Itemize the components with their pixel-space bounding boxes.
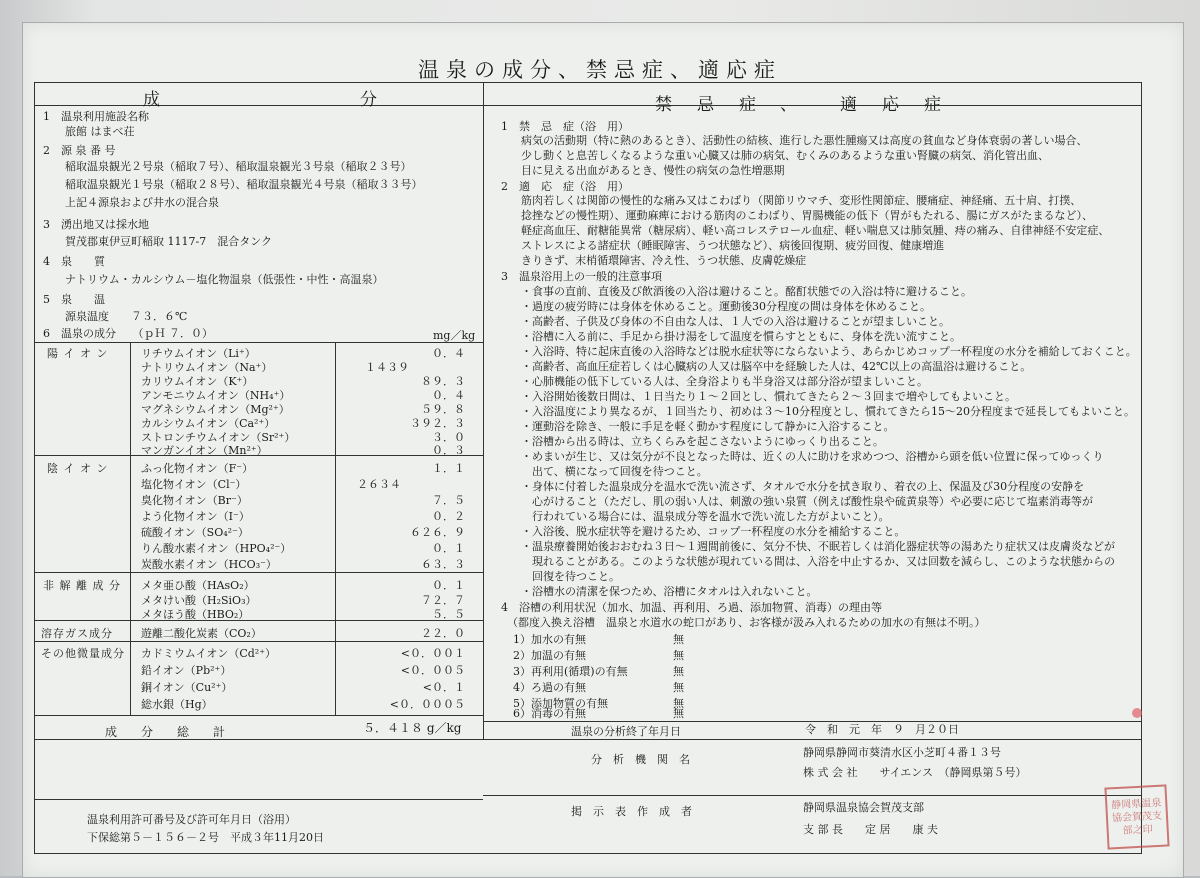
ion-value: ６３．３ [421, 558, 465, 571]
ion-name: ナトリウムイオン（Na⁺） [141, 361, 273, 374]
ion-name: 炭酸水素イオン（HCO₃⁻） [141, 558, 277, 571]
precaution-line: ・入浴温度により異なるが、１回当たり、初めは３～10分程度とし、慣れてきたら15～20分程度まで延長してもよいこと。 [521, 405, 1135, 418]
total-value: ５．４１８ g／kg [363, 721, 462, 735]
ion-value: ５９．８ [421, 403, 465, 416]
ion-value: <０．００１ [400, 647, 465, 660]
contraindication-line: 目に見える出血があるとき、慢性の病気の急性増悪期 [521, 164, 785, 177]
ion-name: よう化物イオン（I⁻） [141, 510, 250, 523]
right-header-a: 禁 忌 症 [655, 95, 760, 115]
analysis-org-name: 株 式 会 社 サイエンス （静岡県第５号） [803, 766, 1027, 779]
usage-item: 1）加水の有無 [513, 633, 586, 646]
precaution-line: ・入浴時、特に起床直後の入浴時などは脱水症状等にならないよう、あらかじめコップ一杯程度の水分を補給しておくこと。 [521, 345, 1137, 358]
source-number-label: 2 源 泉 番 号 [43, 144, 116, 157]
right-header-b: 、 [780, 95, 801, 115]
indication-line: 捻挫などの慢性期）、運動麻痺における筋肉のこわばり、胃腸機能の低下（胃がもたれる、腸にガスがたまるなど）、 [521, 209, 1093, 222]
ion-value: ０．１ [432, 579, 465, 592]
page-title: 温泉の成分、禁忌症、適応症 [418, 58, 782, 82]
ion-value: ３．０ [432, 431, 465, 444]
precaution-line: ・浴槽から出る時は、立ちくらみを起こさないようにゆっくり出ること。 [521, 435, 884, 448]
precaution-line: ・心肺機能の低下している人は、全身浴よりも半身浴又は部分浴が望ましいこと。 [521, 375, 928, 388]
ion-name: 臭化物イオン（Br⁻） [141, 494, 248, 507]
spring-type-label: 4 泉 質 [43, 255, 105, 268]
components-label: 6 温泉の成分 （ｐＨ ７．０） [43, 327, 213, 340]
ion-name: カルシウムイオン（Ca²⁺） [141, 417, 276, 430]
precaution-line: 心がけること（ただし、肌の弱い人は、刺激の強い泉質（例えば酸性泉や硫黄泉等）や必要に応じて塩素消毒等が [521, 495, 1093, 508]
source-number-line: 稲取温泉観光１号泉（稲取２８号）、稲取温泉観光４号泉（稲取３３号） [65, 178, 423, 191]
usage-item: 4）ろ過の有無 [513, 681, 586, 694]
precaution-line: ・身体に付着した温泉成分を温水で洗い流さず、タオルで水分を拭き取り、着衣の上、保温及び30分程度の安静を [521, 480, 1085, 493]
location-label: 3 湧出地又は採水地 [43, 218, 149, 231]
ion-value: １４３９ [365, 361, 409, 374]
permit-label: 温泉利用許可番号及び許可年月日（浴用） [87, 813, 296, 826]
ion-value: ２６３４ [357, 478, 401, 491]
spring-type-value: ナトリウム・カルシウム－塩化物温泉（低張性・中性・高温泉） [65, 273, 384, 286]
usage-value: 無 [673, 633, 684, 646]
usage-item: 5）添加物質の有無 [513, 697, 608, 710]
red-mark [1132, 708, 1142, 718]
right-header-c: 適 応 症 [840, 95, 945, 115]
author-label: 掲 示 表 作 成 者 [571, 805, 692, 818]
ion-name: カリウムイオン（K⁺） [141, 375, 254, 388]
ion-name: カドミウムイオン（Cd²⁺） [141, 647, 277, 660]
precaution-line: ・食事の直前、直後及び飲酒後の入浴は避けること。酩酊状態での入浴は特に避けること。 [521, 285, 972, 298]
ion-name: 鉛イオン（Pb²⁺） [141, 664, 232, 677]
usage-value: 無 [673, 697, 684, 710]
ion-value: ５．５ [432, 608, 465, 621]
precaution-line: 現れることがある。このような状態が現れている間は、入浴を中止するか、又は回数を減らし、このような状態からの [521, 555, 1115, 568]
cation-category: 陽 イ オ ン [47, 347, 109, 360]
total-label: 成 分 総 計 [105, 725, 226, 739]
analysis-org-address: 静岡県静岡市葵清水区小芝町４番１３号 [803, 746, 1001, 759]
precaution-line: ・浴槽水の清潔を保つため、浴槽にタオルは入れないこと。 [521, 585, 818, 598]
precaution-line: ・入浴後、脱水症状等を避けるため、コップ一杯程度の水分を補給すること。 [521, 525, 906, 538]
indication-line: 筋肉若しくは関節の慢性的な痛み又はこわばり（関節リウマチ、変形性関節症、腰痛症、神経痛、五十肩、打撲、 [521, 194, 1082, 207]
ion-value: ７２．７ [421, 594, 465, 607]
ion-value: ２２．０ [421, 627, 465, 640]
facility-label: 1 温泉利用施設名称 [43, 110, 149, 123]
precaution-line: ・高齢者、子供及び身体の不自由な人は、１人での入浴は避けることが望ましいこと。 [521, 315, 950, 328]
contraindication-label: 1 禁 忌 症（浴 用） [501, 120, 629, 133]
official-seal: 静岡県温泉協会賀茂支部之印 [1104, 784, 1169, 849]
usage-value: 無 [673, 649, 684, 662]
ion-name: リチウムイオン（Li⁺） [141, 347, 256, 360]
ion-value: ０．２ [432, 510, 465, 523]
ion-value: <０．１ [422, 681, 465, 694]
ion-name: りん酸水素イオン（HPO₄²⁻） [141, 542, 292, 555]
unit-label: mg／kg [433, 329, 476, 342]
non-ionic-category: 非 解 離 成 分 [43, 579, 121, 592]
precaution-line: ・運動浴を除き、一般に手足を軽く動かす程度にして静かに入浴すること。 [521, 420, 895, 433]
ion-name: マンガンイオン（Mn²⁺） [141, 444, 268, 457]
ion-value: ８９．３ [421, 375, 465, 388]
precaution-line: 出て、横になって回復を待つこと。 [521, 465, 708, 478]
precaution-line: ・入浴開始後数日間は、１日当たり１～２回とし、慣れてきたら２～３回まで増やしてもよいこと。 [521, 390, 1016, 403]
spa-analysis-table [34, 82, 1142, 854]
ion-value: １．１ [432, 462, 465, 475]
ion-name: メタほう酸（HBO₂） [141, 608, 250, 621]
analysis-org-label: 分 析 機 関 名 [591, 753, 690, 766]
ion-value: ０．４ [432, 347, 465, 360]
indication-line: ストレスによる諸症状（睡眠障害、うつ状態など）、病後回復期、疲労回復、健康増進 [521, 239, 945, 252]
usage-item: 2）加温の有無 [513, 649, 586, 662]
ion-name: アンモニウムイオン（NH₄⁺） [141, 389, 291, 402]
ion-value: ０．３ [432, 444, 465, 457]
author-organization: 静岡県温泉協会賀茂支部 [803, 801, 924, 814]
left-header-b: 分 [360, 90, 381, 110]
ion-name: マグネシウムイオン（Mg²⁺） [141, 403, 290, 416]
ion-name: メタ亜ひ酸（HAsO₂） [141, 579, 255, 592]
trace-category: その他微量成分 [41, 647, 125, 660]
ion-name: 銅イオン（Cu²⁺） [141, 681, 233, 694]
ion-name: 塩化物イオン（Cl⁻） [141, 478, 247, 491]
analysis-end-date: 令 和 元 年 ９ 月２０日 [805, 723, 959, 736]
source-number-line: 上記４源泉および井水の混合泉 [65, 196, 219, 209]
bath-usage-label: 4 浴槽の利用状況（加水、加温、再利用、ろ過、添加物質、消毒）の理由等 [501, 601, 882, 614]
precaution-line: ・めまいが生じ、又は気分が不良となった時は、近くの人に助けを求めつつ、浴槽から頭を低い位置に保ってゆっくり [521, 450, 1104, 463]
ion-name: 遊離二酸化炭素（CO₂） [141, 627, 262, 640]
ion-name: ふっ化物イオン（F⁻） [141, 462, 254, 475]
usage-item: 3）再利用(循環)の有無 [513, 665, 628, 678]
analysis-end-label: 温泉の分析終了年月日 [571, 725, 681, 738]
contraindication-line: 病気の活動期（特に熱のあるとき）、活動性の結核、進行した悪性腫瘍又は高度の貧血など身体衰弱の著しい場合、 [521, 134, 1088, 147]
usage-value: 無 [673, 665, 684, 678]
precaution-line: ・過度の疲労時には身体を休めること。運動後30分程度の間は身体を休めること。 [521, 300, 931, 313]
left-header-a: 成 [143, 90, 164, 110]
gas-category: 溶存ガス成分 [41, 627, 113, 640]
source-number-line: 稲取温泉観光２号泉（稲取７号）、稲取温泉観光３号泉（稲取２３号） [65, 160, 412, 173]
ion-name: 硫酸イオン（SO₄²⁻） [141, 526, 249, 539]
permit-value: 下保総第５－１５６－２号 平成３年11月20日 [87, 831, 324, 844]
indication-line: きりきず、末梢循環障害、冷え性、うつ状態、皮膚乾燥症 [521, 254, 807, 267]
ion-name: メタけい酸（H₂SiO₃） [141, 594, 257, 607]
ion-value: <０．００５ [400, 664, 465, 677]
ion-value: ０．４ [432, 389, 465, 402]
ion-name: 総水銀（Hg） [141, 698, 213, 711]
indication-label: 2 適 応 症（浴 用） [501, 180, 629, 193]
precaution-line: ・浴槽に入る前に、手足から掛け湯をして温度を慣らすとともに、身体を洗い流すこと。 [521, 330, 961, 343]
ion-value: ７．５ [432, 494, 465, 507]
temperature-label: 5 泉 温 [43, 293, 105, 306]
ion-value: ０．１ [432, 542, 465, 555]
bath-usage-note: （都度入換え浴槽 温泉と水道水の蛇口があり、お客様が汲み入れるための加水の有無は不明。） [507, 616, 986, 629]
contraindication-line: 少し動くと息苦しくなるような重い心臓又は肺の病気、むくみのあるような重い腎臓の病気、消化管出血、 [521, 149, 1049, 162]
precaution-line: ・高齢者、高血圧症若しくは心臓病の人又は脳卒中を経験した人は、42℃以上の高温浴は避けること。 [521, 360, 1032, 373]
precaution-line: 回復を待つこと。 [521, 570, 620, 583]
ion-value: <０．０００５ [389, 698, 465, 711]
ion-name: ストロンチウムイオン（Sr²⁺） [141, 431, 296, 444]
ion-value: ３９２．３ [410, 417, 465, 430]
precaution-line: ・温泉療養開始後おおむね３日～１週間前後に、気分不快、不眠若しくは消化器症状等の湯あたり症状又は皮膚炎などが [521, 540, 1115, 553]
author-name: 支 部 長 定 居 康 夫 [803, 823, 938, 836]
precautions-label: 3 温泉浴用上の一般的注意事項 [501, 270, 662, 283]
usage-item: 6）消毒の有無 [513, 707, 586, 720]
usage-value: 無 [673, 707, 684, 720]
temperature-value: 源泉温度 ７３．６℃ [65, 310, 188, 323]
ion-value: ６２６．９ [410, 526, 465, 539]
anion-category: 陰 イ オ ン [47, 462, 109, 475]
usage-value: 無 [673, 681, 684, 694]
location-value: 賀茂郡東伊豆町稲取 1117-7 混合タンク [65, 235, 272, 248]
facility-value: 旅館 はまべ荘 [65, 125, 135, 138]
indication-line: 軽症高血圧、耐糖能異常（糖尿病）、軽い高コレステロール血症、軽い喘息又は肺気腫、痔の痛み、自律神経不安定症、 [521, 224, 1110, 237]
precaution-line: 行われている場合には、温泉成分等を温水で洗い流した方がよいこと）。 [521, 510, 890, 523]
